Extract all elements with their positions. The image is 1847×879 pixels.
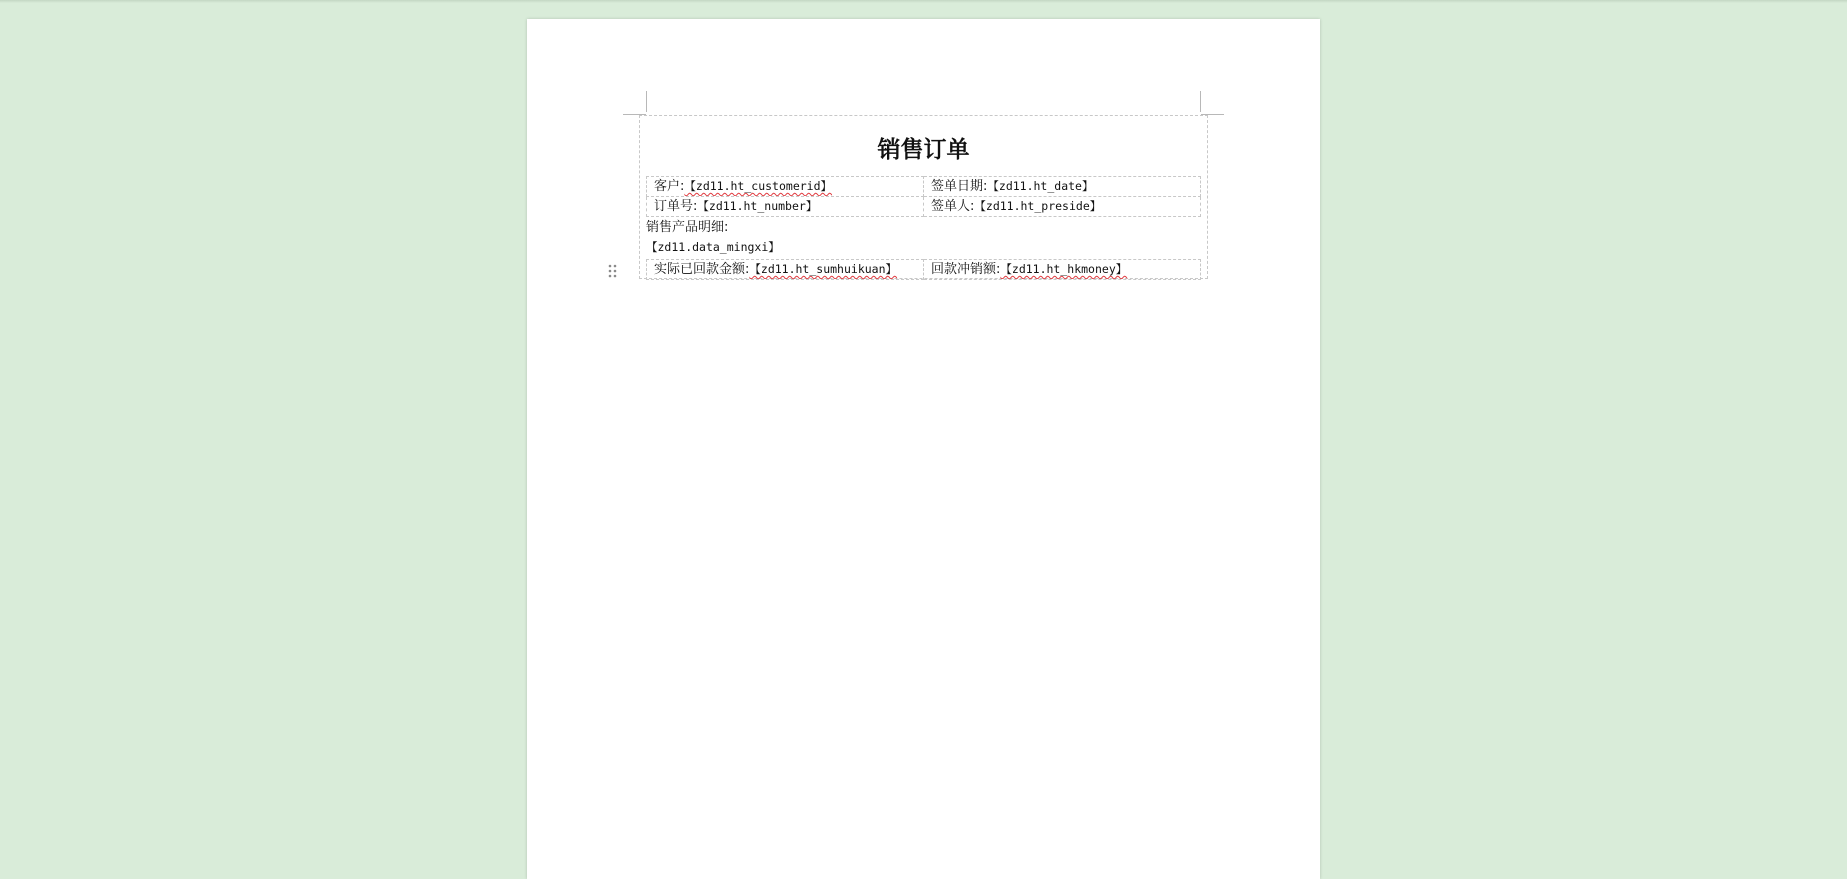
table-cell-sign-date[interactable] bbox=[924, 177, 1201, 197]
merge-field-date[interactable]: 【zd11.ht_date】 bbox=[987, 179, 1094, 193]
merge-field-number[interactable]: 【zd11.ht_number】 bbox=[697, 199, 818, 213]
document-page[interactable] bbox=[527, 19, 1320, 879]
field-label: 回款冲销额: bbox=[931, 262, 1001, 277]
table-cell-received-amount[interactable] bbox=[647, 260, 924, 280]
footer-fields-table[interactable] bbox=[646, 259, 1201, 280]
field-label: 签单日期: bbox=[931, 179, 988, 194]
detail-section-label[interactable]: 销售产品明细: bbox=[646, 220, 729, 235]
field-label: 客户: bbox=[654, 179, 685, 194]
table-row bbox=[647, 177, 1201, 197]
margin-mark-top-left-vertical bbox=[646, 91, 647, 112]
merge-field-preside[interactable]: 【zd11.ht_preside】 bbox=[974, 199, 1102, 213]
header-fields-table[interactable] bbox=[646, 176, 1201, 217]
margin-mark-top-right-vertical bbox=[1200, 91, 1201, 112]
drag-handle-icon[interactable] bbox=[607, 263, 619, 279]
document-title[interactable]: 销售订单 bbox=[877, 136, 970, 163]
field-label: 签单人: bbox=[931, 199, 975, 214]
field-label: 实际已回款金额: bbox=[654, 262, 750, 277]
table-cell-order-number[interactable] bbox=[647, 197, 924, 217]
table-row bbox=[647, 197, 1201, 217]
merge-field-sumhuikuan[interactable]: 【zd11.ht_sumhuikuan】 bbox=[749, 262, 898, 276]
detail-field-text: 【zd11.data_mingxi】 bbox=[646, 240, 780, 254]
top-shadow bbox=[0, 0, 1847, 3]
table-cell-signer[interactable] bbox=[924, 197, 1201, 217]
table-cell-customer[interactable] bbox=[647, 177, 924, 197]
table-row bbox=[647, 260, 1201, 280]
merge-field-data-mingxi[interactable] bbox=[646, 238, 780, 257]
merge-field-customerid[interactable]: 【zd11.ht_customerid】 bbox=[684, 179, 833, 193]
field-label: 订单号: bbox=[654, 199, 698, 214]
table-cell-writeoff-amount[interactable] bbox=[924, 260, 1201, 280]
merge-field-hkmoney[interactable]: 【zd11.ht_hkmoney】 bbox=[1000, 262, 1128, 276]
